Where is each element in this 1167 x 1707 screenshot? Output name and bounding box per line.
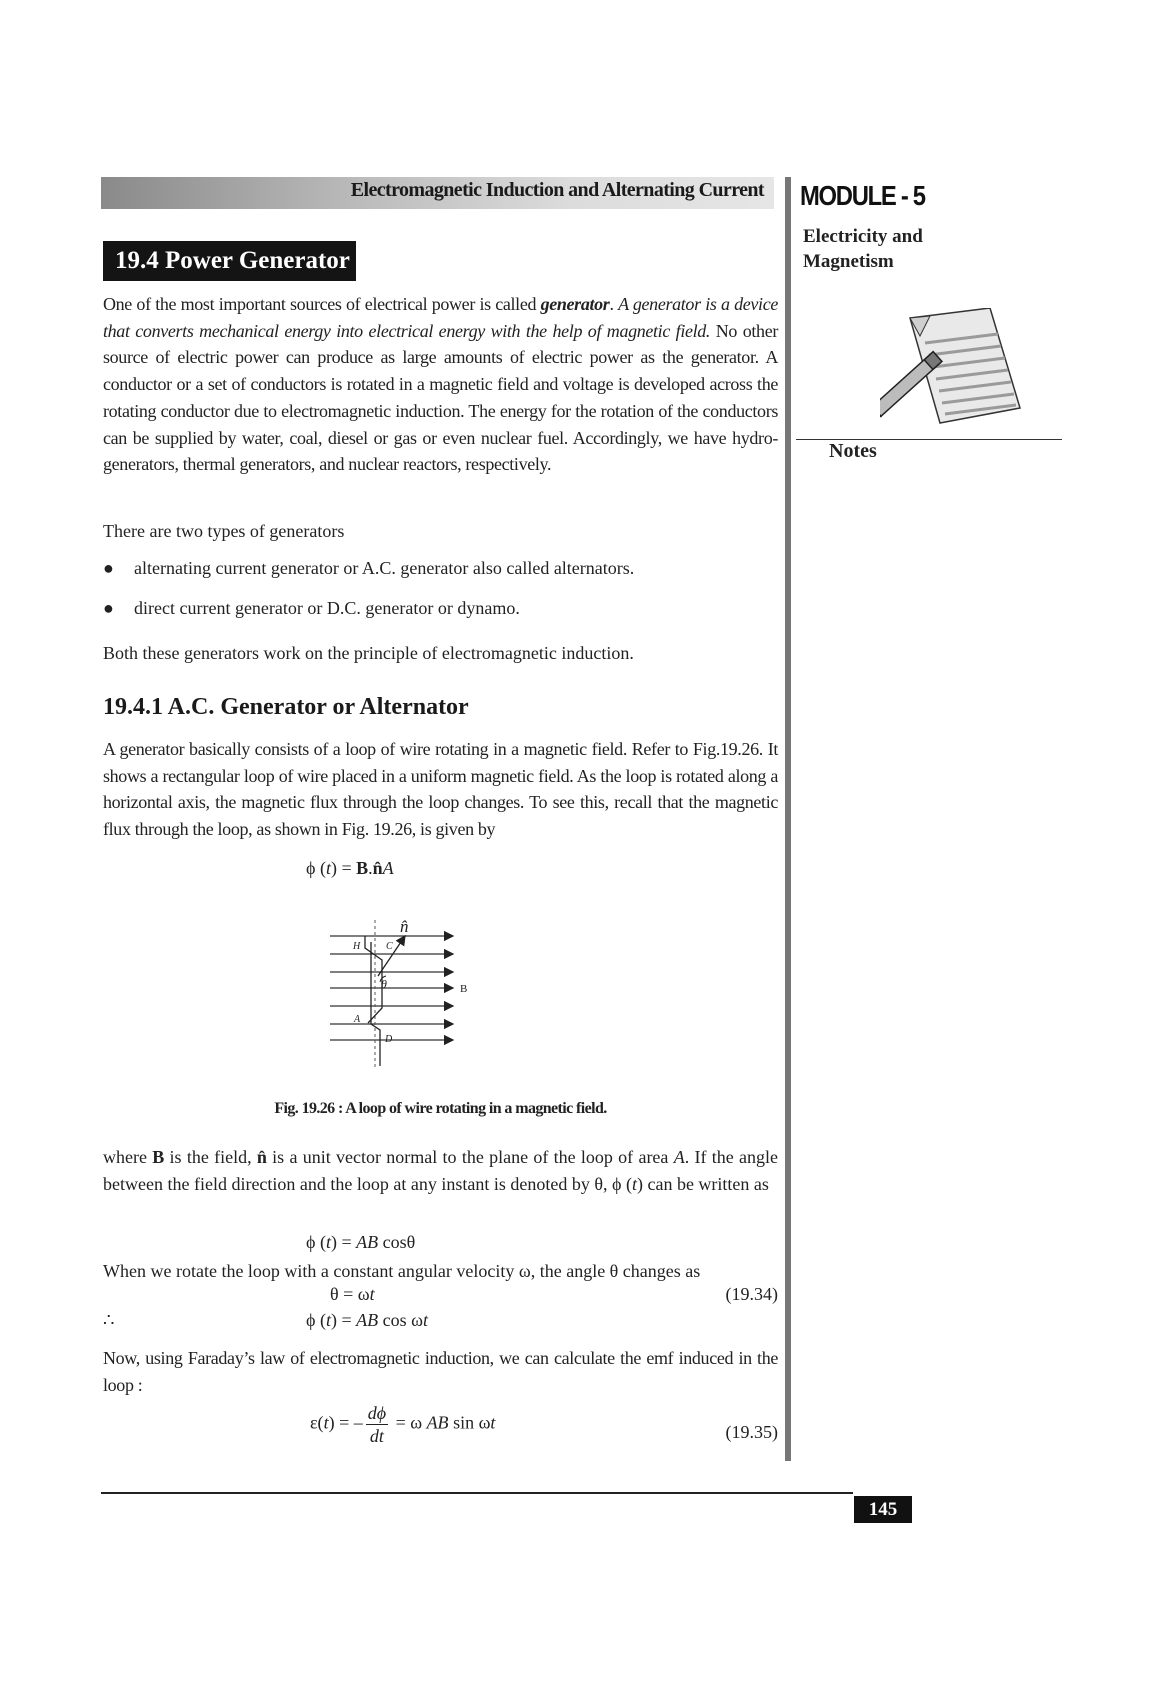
- eq-part: θ = ω: [330, 1284, 370, 1304]
- generator-intro-paragraph: [103, 291, 778, 478]
- eq-var: AB: [426, 1412, 449, 1433]
- eq-part: cos ω: [378, 1310, 423, 1330]
- module-label: MODULE - 5: [800, 180, 925, 211]
- fraction-denominator: dt: [369, 1426, 384, 1446]
- generator-definition: A generator is a device that converts mechanical energy into electrical energy with the help of magnetic field.: [103, 294, 778, 341]
- emf-equation: [310, 1402, 495, 1447]
- eq-part: ϕ (: [306, 858, 326, 878]
- figure-label-C: C: [386, 941, 393, 952]
- generator-term: generator: [540, 294, 610, 314]
- equation-number: (19.34): [725, 1284, 778, 1304]
- eq-var: t: [323, 1412, 329, 1433]
- figure-label-B: B: [460, 983, 468, 995]
- text-run: is a unit vector normal to the plane of the loop of area: [266, 1147, 674, 1167]
- eq-var: t: [325, 1232, 331, 1252]
- eq-part: sin ω: [448, 1412, 491, 1433]
- text-run: ) can be written as: [636, 1173, 769, 1194]
- figure-label-D: D: [385, 1034, 393, 1045]
- subsection-heading: 19.4.1 A.C. Generator or Alternator: [103, 694, 469, 720]
- figure-label-A: A: [354, 1014, 361, 1025]
- figure-label-n: n̂: [400, 918, 409, 936]
- notes-label: Notes: [829, 440, 877, 462]
- text-run: . If the angle between the field direction and the loop at any instant is denoted by θ, ϕ (: [103, 1147, 779, 1194]
- text-run: .: [609, 294, 619, 314]
- text-run: is the field,: [164, 1147, 257, 1167]
- eq-part: ϕ (: [306, 1232, 326, 1252]
- figure-label-H: H: [353, 941, 361, 952]
- eq-var: t: [325, 858, 331, 878]
- field-symbol: B: [152, 1147, 165, 1167]
- flux-cos-equation: [306, 1232, 415, 1253]
- figure-caption: Fig. 19.26 : A loop of wire rotating in a magnetic field.: [274, 1100, 607, 1117]
- eq-part: cosθ: [378, 1232, 416, 1252]
- list-item-text: direct current generator or D.C. generator or dynamo.: [134, 598, 520, 618]
- eq-part: ) =: [330, 858, 357, 878]
- footer-rule: [101, 1492, 853, 1494]
- flux-equation: [306, 858, 394, 879]
- eq-var: t: [369, 1284, 375, 1304]
- rotating-loop-figure: [320, 918, 480, 1078]
- time-symbol: t: [631, 1173, 637, 1194]
- alternator-paragraph: A generator basically consists of a loop of wire rotating in a magnetic field. Refer to Fig.19.26. It shows a rectangular loop of wire placed in a uniform magnetic field. As the loop is rotated along a horizontal axis, the magnetic flux through the loop changes. To see this, recall that the magnetic flux through the loop, as shown in Fig. 19.26, is given by: [103, 739, 778, 840]
- eq-var: t: [490, 1412, 496, 1433]
- flux-time-equation: [306, 1310, 428, 1331]
- theta-equation: [330, 1284, 375, 1305]
- list-item: ● alternating current generator or A.C. generator also called alternators.: [103, 558, 635, 578]
- eq-part: ε(: [310, 1412, 324, 1433]
- types-intro: There are two types of generators: [103, 521, 345, 541]
- eq-var: AB: [356, 1310, 379, 1330]
- area-symbol: A: [673, 1147, 685, 1167]
- principle-paragraph: Both these generators work on the principle of electromagnetic induction.: [103, 643, 634, 663]
- faraday-paragraph: Now, using Faraday’s law of electromagnetic induction, we can calculate the emf induced in the loop :: [103, 1348, 778, 1395]
- eq-var: t: [422, 1310, 428, 1330]
- equation-number: (19.35): [725, 1422, 778, 1442]
- eq-part: = ω: [391, 1412, 427, 1433]
- module-subject: Electricity and Magnetism: [803, 226, 923, 272]
- eq-var: AB: [356, 1232, 379, 1252]
- list-item-text: alternating current generator or A.C. generator also called alternators.: [134, 558, 635, 578]
- wire-loop: [365, 936, 382, 1066]
- eq-part: .: [368, 858, 373, 878]
- page-number: 145: [854, 1496, 912, 1523]
- field-definition-paragraph: [103, 1144, 778, 1197]
- figure-label-theta: θ: [381, 977, 387, 991]
- text-run: where: [103, 1147, 153, 1167]
- text-run: No other source of electric power can produce as large amounts of electric power as the generator. A conductor or a set of conductors is rotated in a magnetic field and voltage is developed across the rotating conductor due to electromagnetic induction. The energy for the rotation of the conductors can be supplied by water, coal, diesel or gas or even nuclear fuel. Accordingly, we have hydro-generators, thermal generators, and nuclear reactors, respectively.: [103, 320, 778, 475]
- fraction-numerator: dϕ: [367, 1403, 387, 1423]
- section-heading: 19.4 Power Generator: [103, 241, 356, 281]
- rotation-sentence: When we rotate the loop with a constant angular velocity ω, the angle θ changes as: [103, 1261, 701, 1281]
- running-header: [101, 177, 774, 209]
- eq-part: ) = –: [328, 1412, 363, 1433]
- therefore-symbol: ∴: [103, 1310, 115, 1330]
- eq-var: t: [325, 1310, 331, 1330]
- unit-vector-symbol: n̂: [256, 1147, 267, 1167]
- eq-part: ϕ (: [306, 1310, 326, 1330]
- derivative-fraction: [366, 1402, 388, 1447]
- margin-divider: [785, 177, 791, 1461]
- eq-vector: B: [356, 858, 369, 878]
- eq-unit-vector: n̂: [372, 858, 383, 878]
- eq-part: ) =: [330, 1232, 357, 1252]
- notes-pencil-icon: [880, 308, 1030, 438]
- running-header-title: Electromagnetic Induction and Alternating Current: [350, 179, 764, 201]
- eq-var: A: [382, 858, 394, 878]
- text-run: One of the most important sources of electrical power is called: [103, 294, 541, 314]
- list-item: ● direct current generator or D.C. generator or dynamo.: [103, 598, 520, 618]
- eq-part: ) =: [330, 1310, 357, 1330]
